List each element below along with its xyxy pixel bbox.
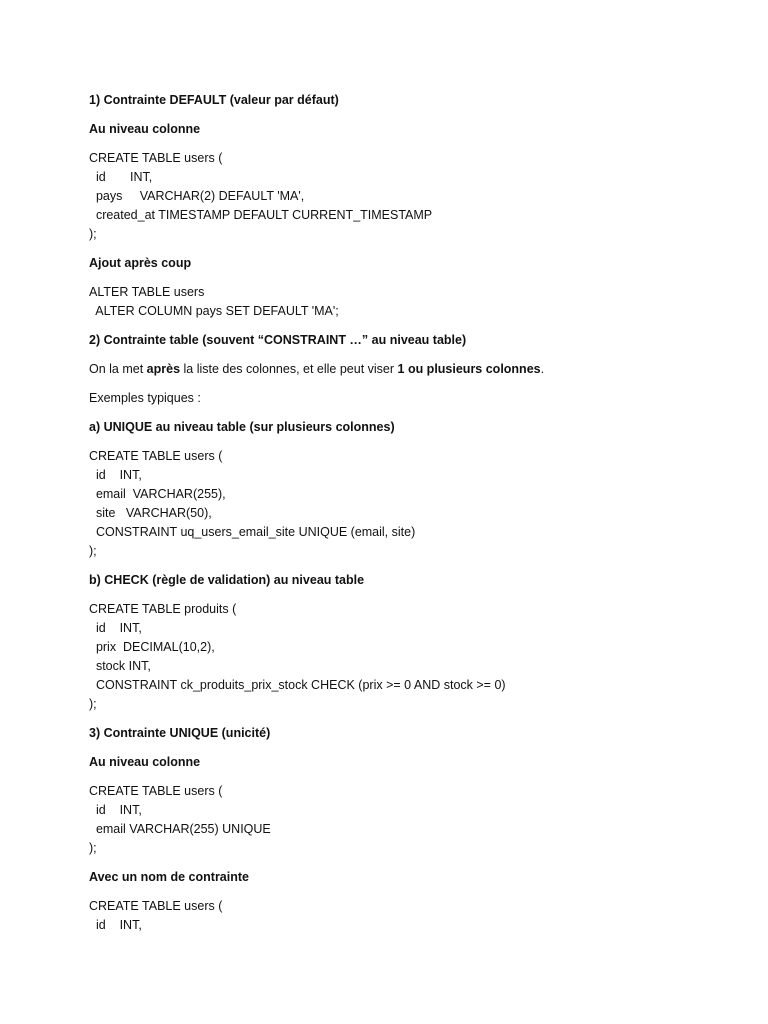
code-line: prix DECIMAL(10,2), [89,640,215,654]
code-line: id INT, [89,468,142,482]
section-1-subheading-after: Ajout après coup [89,256,192,270]
code-line: stock INT, [89,659,151,673]
examples-label: Exemples typiques : [89,391,201,405]
code-line: CREATE TABLE users ( [89,151,223,165]
section-2-intro [89,360,729,379]
code-line: id INT, [89,170,153,184]
code-block-unique-table [89,447,729,561]
code-line: email VARCHAR(255), [89,487,226,501]
section-3-subheading-named: Avec un nom de contrainte [89,870,249,884]
code-block-check-table [89,600,729,714]
document-page [89,91,729,945]
intro-text: . [540,362,545,376]
section-3-subheading-column: Au niveau colonne [89,755,201,769]
code-line: id INT, [89,918,142,932]
section-2a-subheading: a) UNIQUE au niveau table (sur plusieurs colonnes) [89,420,395,434]
code-line: CONSTRAINT uq_users_email_site UNIQUE (email, site) [89,525,416,539]
code-block-unique-column [89,782,729,858]
code-line: ALTER TABLE users [89,285,205,299]
code-line: CREATE TABLE users ( [89,899,223,913]
code-line: created_at TIMESTAMP DEFAULT CURRENT_TIMESTAMP [89,208,433,222]
code-line: CONSTRAINT ck_produits_prix_stock CHECK (prix >= 0 AND stock >= 0) [89,678,506,692]
code-line: ); [89,227,97,241]
code-line: ALTER COLUMN pays SET DEFAULT 'MA'; [89,304,339,318]
section-2-title: 2) Contrainte table (souvent “CONSTRAINT …” au niveau table) [89,333,467,347]
code-line: CREATE TABLE users ( [89,784,223,798]
code-line: ); [89,544,97,558]
code-line: CREATE TABLE users ( [89,449,223,463]
code-line: pays VARCHAR(2) DEFAULT 'MA', [89,189,305,203]
code-line: id INT, [89,803,142,817]
section-1-title: 1) Contrainte DEFAULT (valeur par défaut) [89,93,339,107]
code-block-unique-named [89,897,729,935]
code-line: ); [89,841,97,855]
code-line: site VARCHAR(50), [89,506,212,520]
section-2b-subheading: b) CHECK (règle de validation) au niveau table [89,573,365,587]
section-3-title: 3) Contrainte UNIQUE (unicité) [89,726,271,740]
intro-bold-text: 1 ou plusieurs colonnes [397,362,541,376]
intro-text: On la met [89,362,147,376]
code-block-default-column [89,149,729,244]
code-block-default-alter [89,283,729,321]
code-line: CREATE TABLE produits ( [89,602,237,616]
code-line: id INT, [89,621,142,635]
code-line: email VARCHAR(255) UNIQUE [89,822,271,836]
intro-text: la liste des colonnes, et elle peut viser [180,362,398,376]
code-line: ); [89,697,97,711]
intro-bold-text: après [146,362,181,376]
section-1-subheading-column: Au niveau colonne [89,122,201,136]
